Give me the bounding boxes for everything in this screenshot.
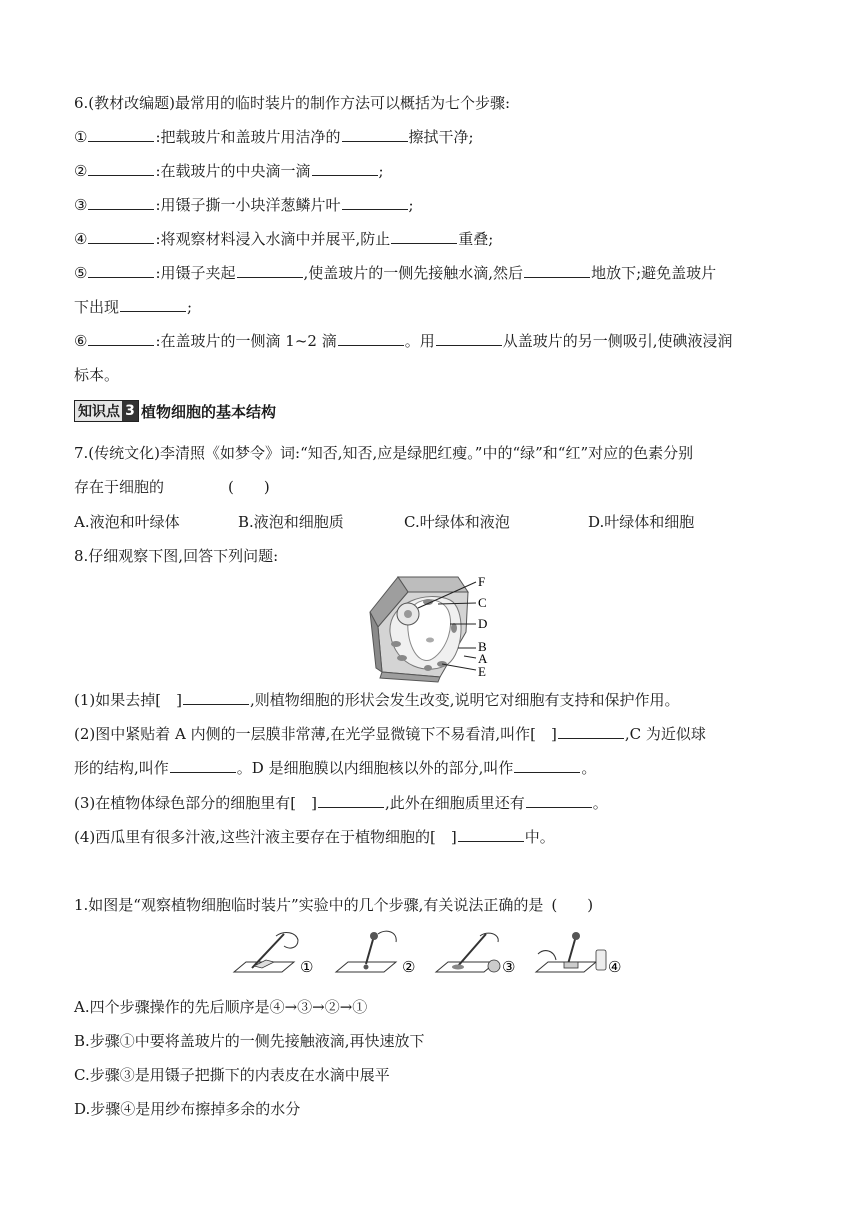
step-text: :用镊子撕一小块洋葱鳞片叶 — [155, 196, 341, 214]
answer-blank[interactable] — [342, 127, 408, 142]
answer-blank[interactable] — [391, 229, 457, 244]
part-text: (1)如果去掉[ ] — [74, 691, 182, 709]
section-badge — [74, 400, 139, 422]
step-label-4: ④ — [608, 960, 622, 976]
answer-blank[interactable] — [342, 195, 408, 210]
step-2-illustration — [336, 931, 415, 976]
plant-cell-diagram — [368, 572, 498, 684]
step-label-3: ③ — [502, 960, 516, 976]
step-number: ② — [74, 162, 88, 180]
step-number: ⑤ — [74, 264, 88, 282]
label-f: F — [478, 574, 486, 589]
answer-blank[interactable] — [88, 331, 154, 346]
step-number: ④ — [74, 230, 88, 248]
step-text: 下出现 — [74, 298, 120, 316]
q8-part-2-cont — [74, 757, 596, 779]
q7-option-a[interactable]: A.液泡和叶绿体 — [74, 513, 180, 531]
q6-step-5-cont — [74, 296, 192, 318]
part-text: (4)西瓜里有很多汁液,这些汁液主要存在于植物细胞的[ ] — [74, 828, 457, 846]
step-number: ③ — [74, 196, 88, 214]
step-3-illustration — [436, 933, 515, 976]
q8-part-2 — [74, 723, 706, 745]
step-number: ① — [74, 128, 88, 146]
step-text: ; — [408, 196, 414, 214]
q1-option-d[interactable]: D.步骤④是用纱布擦掉多余的水分 — [74, 1100, 301, 1118]
answer-blank[interactable] — [88, 229, 154, 244]
answer-paren[interactable]: ( ) — [228, 478, 270, 496]
part-text: 。 — [592, 794, 608, 812]
step-text: :将观察材料浸入水滴中并展平,防止 — [155, 230, 391, 248]
part-text: (3)在植物体绿色部分的细胞里有[ ] — [74, 794, 317, 812]
q6-step-2 — [74, 160, 384, 182]
step-label-2: ② — [402, 960, 416, 976]
step-text: 。用 — [404, 332, 435, 350]
q6-step-4 — [74, 228, 493, 250]
label-b: B — [478, 639, 487, 654]
q7-stem-line1: 7.(传统文化)李清照《如梦令》词:“知否,知否,应是绿肥红瘦。”中的“绿”和“红”对应的色素分别 — [74, 444, 694, 462]
answer-blank[interactable] — [558, 724, 624, 739]
q6-step-3 — [74, 194, 414, 216]
label-c: C — [478, 595, 487, 610]
experiment-steps-diagram — [232, 928, 632, 978]
badge-number: 3 — [122, 401, 138, 421]
label-a: A — [478, 651, 488, 666]
q7-stem-line2 — [74, 476, 270, 498]
q6-step-6 — [74, 330, 733, 352]
answer-blank[interactable] — [120, 297, 186, 312]
answer-blank[interactable] — [338, 331, 404, 346]
answer-blank[interactable] — [88, 263, 154, 278]
step-text: 擦拭干净; — [408, 128, 474, 146]
step-text: ; — [378, 162, 384, 180]
step-text: ; — [187, 298, 193, 316]
answer-blank[interactable] — [88, 195, 154, 210]
label-e: E — [478, 664, 486, 679]
q7-option-b[interactable]: B.液泡和细胞质 — [238, 513, 344, 531]
section-title: 植物细胞的基本结构 — [141, 402, 277, 421]
q8-part-4 — [74, 826, 555, 848]
q7-option-d[interactable]: D.叶绿体和细胞 — [588, 513, 695, 531]
part-text: 。D 是细胞膜以内细胞核以外的部分,叫作 — [236, 759, 514, 777]
step-text: :在载玻片的中央滴一滴 — [155, 162, 311, 180]
q1-option-a[interactable]: A.四个步骤操作的先后顺序是④→③→②→① — [74, 998, 368, 1016]
q6-step-6-cont: 标本。 — [74, 366, 120, 384]
answer-paren[interactable]: ( ) — [551, 896, 594, 914]
q8-stem: 8.仔细观察下图,回答下列问题: — [74, 547, 279, 565]
stem-text: 存在于细胞的 — [74, 478, 165, 496]
answer-blank[interactable] — [312, 161, 378, 176]
step-number: ⑥ — [74, 332, 88, 350]
part-text: 中。 — [524, 828, 555, 846]
part-text: ,此外在细胞质里还有 — [384, 794, 525, 812]
step-1-illustration — [234, 933, 313, 976]
q6-stem: 6.(教材改编题)最常用的临时装片的制作方法可以概括为七个步骤: — [74, 94, 511, 112]
answer-blank[interactable] — [237, 263, 303, 278]
badge-text: 知识点 — [78, 404, 120, 420]
part-text: ,则植物细胞的形状会发生改变,说明它对细胞有支持和保护作用。 — [249, 691, 680, 709]
step-label-1: ① — [300, 960, 314, 976]
step-text: :把载玻片和盖玻片用洁净的 — [155, 128, 341, 146]
q1-stem — [74, 894, 593, 916]
part-text: ,C 为近似球 — [624, 725, 706, 743]
answer-blank[interactable] — [526, 793, 592, 808]
answer-blank[interactable] — [524, 263, 590, 278]
answer-blank[interactable] — [183, 690, 249, 705]
part-text: 。 — [581, 759, 597, 777]
step-text: 重叠; — [458, 230, 494, 248]
q7-option-c[interactable]: C.叶绿体和液泡 — [404, 513, 510, 531]
answer-blank[interactable] — [170, 758, 236, 773]
q6-step-5 — [74, 262, 716, 284]
q1-option-c[interactable]: C.步骤③是用镊子把撕下的内表皮在水滴中展平 — [74, 1066, 390, 1084]
answer-blank[interactable] — [318, 793, 384, 808]
stem-text: 1.如图是“观察植物细胞临时装片”实验中的几个步骤,有关说法正确的是 — [74, 896, 544, 914]
step-text: ,使盖玻片的一侧先接触水滴,然后 — [303, 264, 524, 282]
answer-blank[interactable] — [514, 758, 580, 773]
part-text: (2)图中紧贴着 A 内侧的一层膜非常薄,在光学显微镜下不易看清,叫作[ ] — [74, 725, 557, 743]
answer-blank[interactable] — [436, 331, 502, 346]
answer-blank[interactable] — [458, 827, 524, 842]
label-d: D — [478, 616, 488, 631]
q1-option-b[interactable]: B.步骤①中要将盖玻片的一侧先接触液滴,再快速放下 — [74, 1032, 425, 1050]
q8-part-1 — [74, 689, 680, 711]
q8-part-3 — [74, 792, 608, 814]
q6-step-1 — [74, 126, 474, 148]
step-text: :在盖玻片的一侧滴 1~2 滴 — [155, 332, 337, 350]
answer-blank[interactable] — [88, 161, 154, 176]
step-4-illustration — [536, 932, 621, 976]
answer-blank[interactable] — [88, 127, 154, 142]
step-text: 地放下;避免盖玻片 — [591, 264, 717, 282]
part-text: 形的结构,叫作 — [74, 759, 169, 777]
step-text: :用镊子夹起 — [155, 264, 236, 282]
section-heading — [74, 400, 276, 422]
step-text: 从盖玻片的另一侧吸引,使碘液浸润 — [502, 332, 733, 350]
